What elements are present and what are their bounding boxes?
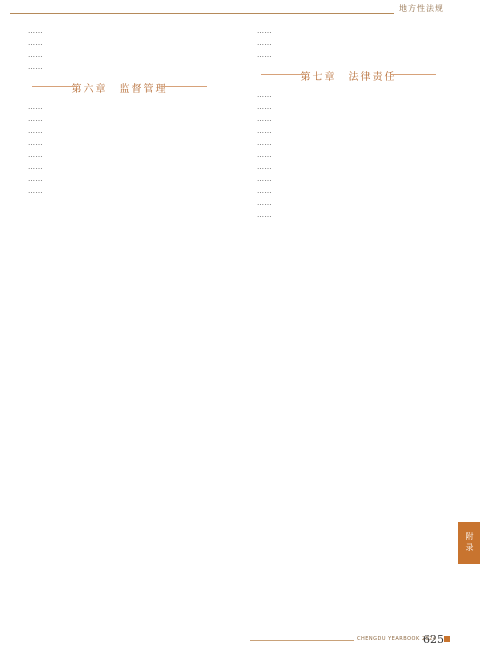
body-paragraph: ……	[257, 115, 272, 123]
page-footer	[250, 633, 444, 647]
body-paragraph: ……	[257, 187, 272, 195]
body-paragraph: ……	[257, 103, 272, 111]
body-paragraph: ……	[28, 187, 43, 195]
body-paragraph: ……	[257, 151, 272, 159]
body-paragraph: ……	[257, 39, 272, 47]
body-paragraph: ……	[28, 103, 43, 111]
body-paragraph: ……	[257, 27, 272, 35]
body-paragraph: ……	[28, 27, 43, 35]
page-header	[0, 0, 480, 22]
body-paragraph: ……	[257, 139, 272, 147]
body-paragraph: ……	[257, 175, 272, 183]
chapter-heading: 第六章 监督管理	[14, 80, 225, 95]
running-title: CHENGDU YEARBOOK 2024	[354, 636, 440, 642]
body-paragraph: ……	[28, 39, 43, 47]
page-number: 625	[423, 633, 444, 646]
chapter-heading: 第七章 法律责任	[243, 68, 454, 83]
body-paragraph: ……	[28, 127, 43, 135]
body-paragraph: ……	[257, 127, 272, 135]
section-title: 地方性法规	[394, 3, 444, 14]
body-paragraph: ……	[28, 163, 43, 171]
body-paragraph: ……	[28, 175, 43, 183]
body-paragraph: ……	[28, 151, 43, 159]
body-paragraph: ……	[28, 51, 43, 59]
body-paragraph: ……	[28, 115, 43, 123]
body-paragraph: ……	[257, 91, 272, 99]
corner-mark	[444, 636, 450, 642]
body-paragraph: ……	[257, 211, 272, 219]
body-paragraph: ……	[257, 199, 272, 207]
right-column	[243, 26, 454, 222]
left-column	[14, 26, 225, 198]
appendix-tab[interactable]: 附录	[458, 522, 480, 564]
body-paragraph: ……	[257, 51, 272, 59]
body-paragraph: ……	[28, 63, 43, 71]
header-rule	[10, 13, 444, 14]
body-paragraph: ……	[257, 163, 272, 171]
body-paragraph: ……	[28, 139, 43, 147]
